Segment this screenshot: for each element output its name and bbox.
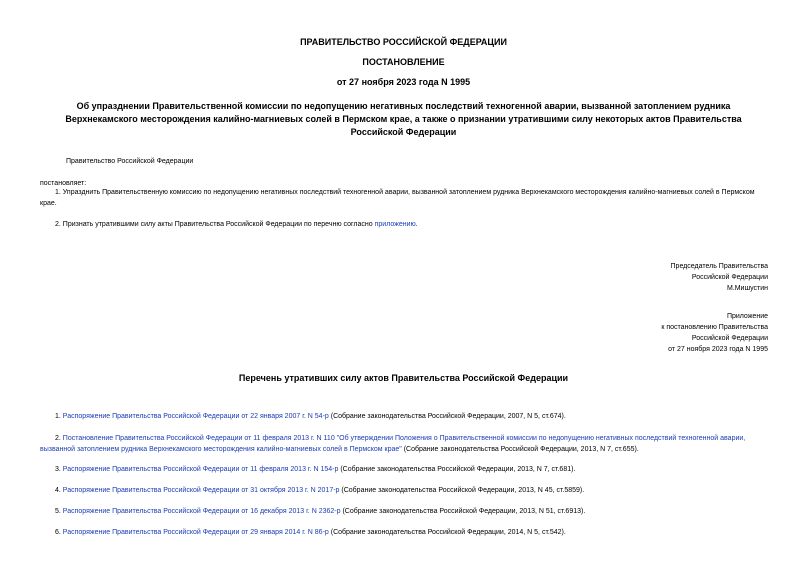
act-link[interactable]: Постановление Правительства Российской Федерации от 11 февраля 2013 г. N 110 "Об утверждении Положения о Правительственной комиссии по недопущению негативных последствий техногенной аварии, вызванной затоплением рудника Верхнекамского месторождения калийно-магниевых солей в Пермском крае" [40,435,746,453]
appendix-header [661,311,768,355]
list-item [40,411,770,422]
list-item-number: 3. [55,466,63,473]
act-link[interactable]: Распоряжение Правительства Российской Федерации от 29 января 2014 г. N 86-р [62,529,329,536]
list-item [40,433,770,455]
signature-line-1: Председатель Правительства [670,263,768,270]
appendix-line-4: от 27 ноября 2023 года N 1995 [668,346,768,353]
list-item-number: 6. [55,529,63,536]
appendix-line-1: Приложение [726,313,768,320]
signature-name: М.Мишустин [726,285,768,292]
list-item-number: 5. [55,508,63,515]
paragraph-2 [55,219,418,230]
act-link[interactable]: Распоряжение Правительства Российской Федерации от 11 февраля 2013 г. N 154-р [62,466,339,473]
paragraph-1: 1. Упразднить Правительственную комиссию по недопущению негативных последствий техногенной аварии, вызванной затоплением рудника Верхнекамского месторождения калийно-магниевых солей в Пермском крае. [40,189,755,207]
list-item [40,506,770,517]
list-item-number: 1. [55,413,63,420]
government-title: ПРАВИТЕЛЬСТВО РОССИЙСКОЙ ФЕДЕРАЦИИ [300,37,507,47]
list-item-source: (Собрание законодательства Российской Федерации, 2014, N 5, ст.542). [328,529,566,536]
signature-line-2: Российской Федерации [691,274,768,281]
list-item-source: (Собрание законодательства Российской Федерации, 2013, N 45, ст.5859). [339,487,585,494]
appendix-line-3: Российской Федерации [691,335,768,342]
list-item-source: (Собрание законодательства Российской Федерации, 2013, N 7, ст.681). [338,466,576,473]
list-item-source: (Собрание законодательства Российской Федерации, 2013, N 51, ст.6913). [340,508,586,515]
decrees-label: постановляет: [40,180,87,187]
act-link[interactable]: Распоряжение Правительства Российской Федерации от 31 октября 2013 г. N 2017-р [62,487,340,494]
signature-block [671,261,768,294]
document-type: ПОСТАНОВЛЕНИЕ [362,57,445,67]
list-item-number: 4. [55,487,63,494]
list-item [40,464,770,475]
list-title: Перечень утративших силу актов Правительства Российской Федерации [238,373,569,383]
act-link[interactable]: Распоряжение Правительства Российской Федерации от 16 декабря 2013 г. N 2362-р [62,508,341,515]
list-item [40,485,770,496]
list-item-number: 2. [55,435,63,442]
issuing-authority: Правительство Российской Федерации [66,158,194,165]
document-date: от 27 ноября 2023 года N 1995 [336,77,471,87]
appendix-link[interactable]: приложению [374,221,416,228]
list-item-source: (Собрание законодательства Российской Федерации, 2013, N 7, ст.655). [401,446,639,453]
act-link[interactable]: Распоряжение Правительства Российской Федерации от 22 января 2007 г. N 54-р [62,413,329,420]
paragraph-2-text: 2. Признать утратившими силу акты Правительства Российской Федерации по перечню согласно [55,221,375,228]
paragraph-2-end: . [415,221,418,228]
list-item [40,527,770,538]
appendix-line-2: к постановлению Правительства [661,324,768,331]
list-item-source: (Собрание законодательства Российской Федерации, 2007, N 5, ст.674). [328,413,566,420]
document-heading: Об упразднении Правительственной комиссии по недопущению негативных последствий техногенной аварии, вызванной затоплением рудника Верхнекамского месторождения калийно-магниевых солей в Пермском крае, а также о признании утратившими силу некоторых актов Правительства Российской Федерации [65,101,742,137]
